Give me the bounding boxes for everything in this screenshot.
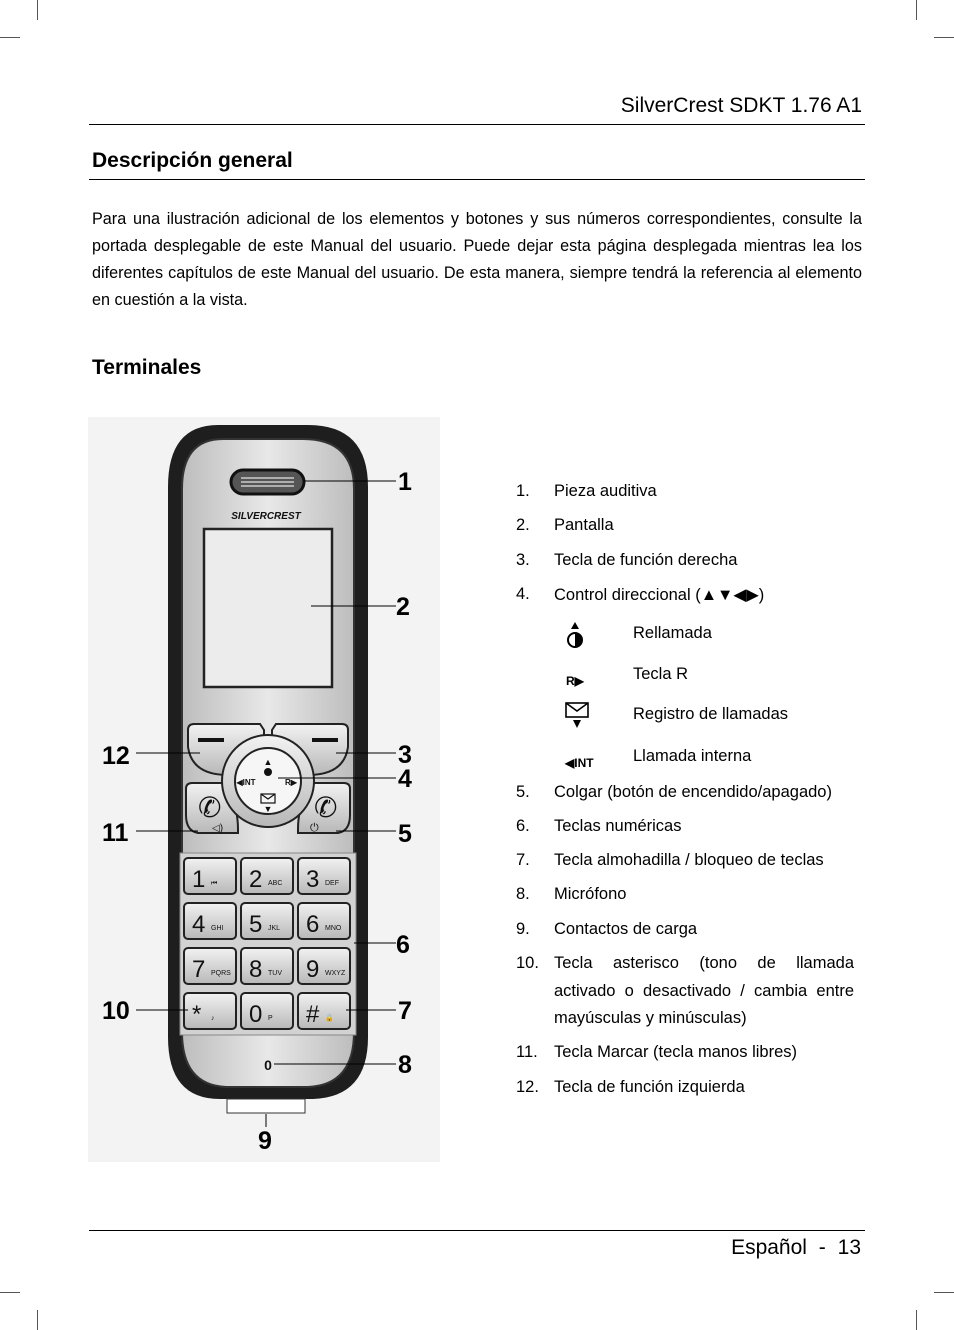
- legend-subitem-r-key: [556, 661, 854, 691]
- legend-text: Teclas numéricas: [554, 817, 682, 835]
- callout-4: 4: [398, 765, 412, 793]
- callout-11: 11: [102, 819, 129, 847]
- display-screen: [204, 529, 332, 687]
- legend-subitem-call-log: [556, 701, 854, 731]
- callout-3: 3: [398, 741, 412, 769]
- keypad-key-digit: 4: [192, 911, 206, 938]
- legend-number: 8.: [516, 885, 530, 903]
- keypad-key-letters: DEF: [325, 880, 339, 887]
- legend-text: Contactos de carga: [554, 920, 698, 938]
- legend-number: 9.: [516, 920, 530, 938]
- nav-int-label: ◀INT: [236, 778, 256, 787]
- crop-mark: [916, 1310, 917, 1330]
- crop-mark: [934, 1292, 954, 1293]
- power-icon: ⏻: [310, 822, 319, 834]
- keypad-key-letters: ♪: [211, 1015, 215, 1022]
- keypad-key-letters: ⏮: [211, 880, 218, 887]
- legend-number: 10.: [516, 954, 539, 972]
- legend-number: 2.: [516, 516, 530, 534]
- callout-12: 12: [102, 742, 130, 770]
- legend-text: Tecla almohadilla / bloqueo de teclas: [554, 851, 824, 869]
- crop-mark: [37, 1310, 38, 1330]
- call-log-icon: [556, 701, 602, 731]
- legend-subitem-label: Llamada interna: [633, 747, 752, 765]
- intercom-icon: [556, 743, 602, 773]
- handset-illustration: [88, 417, 440, 1162]
- redial-icon: [556, 620, 602, 650]
- keypad-key-letters: JKL: [268, 925, 281, 932]
- legend-number: 12.: [516, 1078, 539, 1096]
- callout-6: 6: [396, 931, 410, 959]
- keypad-key-letters: P: [268, 1015, 273, 1022]
- keypad-key-digit: 1: [192, 866, 206, 893]
- redial-nav-icon: [264, 768, 272, 776]
- keypad-key-letters: WXYZ: [325, 970, 346, 977]
- crop-mark: [0, 1292, 20, 1293]
- keypad-key-letters: ABC: [268, 880, 283, 887]
- nav-r-label: R▶: [285, 778, 297, 787]
- legend-subitem-label: Registro de llamadas: [633, 705, 788, 723]
- callout-1: 1: [398, 468, 412, 496]
- crop-mark: [37, 0, 38, 20]
- keypad-key-digit: 0: [249, 1001, 263, 1028]
- section-heading: Descripción general: [92, 149, 293, 172]
- speaker-icon: ◁): [212, 823, 224, 834]
- svg-text:R▶: R▶: [566, 674, 584, 688]
- footer-rule: [89, 1230, 865, 1231]
- legend-text: Tecla asterisco (tono de llamada activado o desactivado / cambia entre mayúsculas y minúsculas): [554, 954, 854, 1027]
- footer-separator: -: [818, 1236, 826, 1259]
- keypad-key-digit: 3: [306, 866, 320, 893]
- section-heading-terminales: Terminales: [92, 356, 202, 379]
- intro-paragraph: Para una ilustración adicional de los elementos y botones y sus números correspondientes, consulte la portada desplegable de este Manual del usuario. Puede dejar esta página desplegada mientras lea los diferentes capítulos de este Manual del usuario. De esta manera, siempre tendrá la referencia al elemento en cuestión a la vista.: [92, 210, 862, 309]
- legend-subitem-label: Rellamada: [633, 624, 712, 642]
- charging-contacts: [227, 1099, 305, 1113]
- keypad-key-digit: 9: [306, 956, 320, 983]
- header-rule: [89, 124, 865, 125]
- document-title: SilverCrest SDKT 1.76 A1: [620, 94, 862, 117]
- keypad-key-digit: *: [192, 1001, 202, 1028]
- legend-number: 5.: [516, 783, 530, 801]
- page-footer: [731, 1236, 861, 1260]
- keypad-key-letters: PQRS: [211, 970, 231, 977]
- callout-7: 7: [398, 997, 412, 1025]
- r-key-icon: [556, 661, 602, 691]
- legend-text: Pieza auditiva: [554, 482, 657, 500]
- nav-down-arrow: ▼: [263, 804, 273, 814]
- keypad-key-letters: GHI: [211, 925, 224, 932]
- keypad-key-digit: #: [306, 1001, 320, 1028]
- microphone-hole: 0: [264, 1057, 272, 1073]
- keypad-key-digit: 6: [306, 911, 320, 938]
- legend-number: 1.: [516, 482, 530, 500]
- svg-text:◀INT: ◀INT: [565, 756, 594, 770]
- legend-text: Tecla Marcar (tecla manos libres): [554, 1043, 797, 1061]
- keypad-key-digit: 2: [249, 866, 263, 893]
- legend-text: Tecla de función derecha: [554, 551, 738, 569]
- legend-text: Colgar (botón de encendido/apagado): [554, 783, 832, 801]
- end-phone-icon: ✆: [314, 792, 338, 823]
- crop-mark: [934, 37, 954, 38]
- legend-text: Control direccional (▲▼◀▶): [554, 586, 765, 604]
- keypad-key-letters: TUV: [268, 970, 282, 977]
- keypad-key-letters: 🔒: [325, 1015, 334, 1022]
- callout-5: 5: [398, 820, 412, 848]
- callout-2: 2: [396, 593, 410, 621]
- callout-10: 10: [102, 997, 130, 1025]
- page-number: 13: [837, 1236, 861, 1259]
- nav-up-arrow: ▲: [263, 757, 273, 767]
- legend-text: Tecla de función izquierda: [554, 1078, 745, 1096]
- legend-number: 3.: [516, 551, 530, 569]
- legend-number: 4.: [516, 585, 530, 603]
- section-rule: [89, 179, 865, 180]
- crop-mark: [916, 0, 917, 20]
- callout-8: 8: [398, 1051, 412, 1079]
- keypad-key-letters: MNO: [325, 925, 342, 932]
- legend-number: 6.: [516, 817, 530, 835]
- legend-subitem-label: Tecla R: [633, 665, 689, 683]
- keypad-key-digit: 7: [192, 956, 206, 983]
- legend-number: 7.: [516, 851, 530, 869]
- keypad-key-digit: 8: [249, 956, 263, 983]
- legend-subitem-redial: [556, 620, 854, 650]
- legend-subitem-intercom: [556, 743, 854, 773]
- legend-text: Pantalla: [554, 516, 614, 534]
- brand-logo: SILVERCREST: [231, 511, 301, 522]
- legend-text: Micrófono: [554, 885, 627, 903]
- keypad-key-digit: 5: [249, 911, 263, 938]
- footer-language: Español: [731, 1236, 807, 1259]
- callout-9: 9: [258, 1127, 272, 1155]
- crop-mark: [0, 37, 20, 38]
- legend-number: 11.: [516, 1043, 538, 1061]
- phone-handset-icon: ✆: [198, 792, 222, 823]
